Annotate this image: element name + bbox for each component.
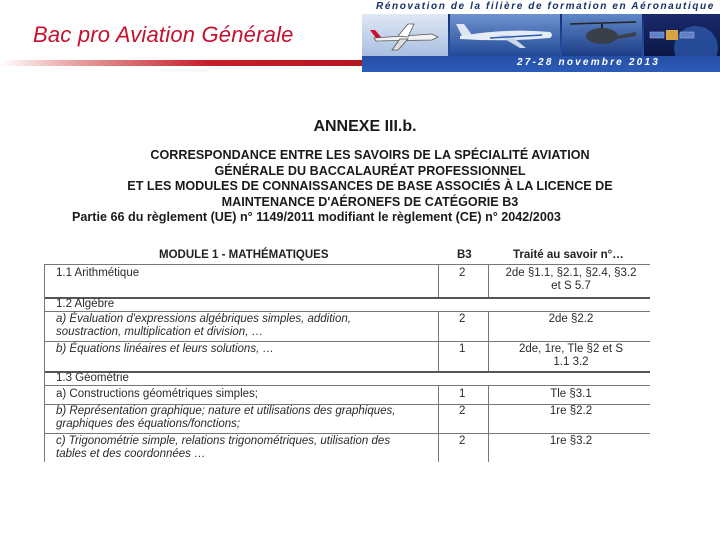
table-row-ref: 1re §2.2 — [549, 405, 593, 417]
table-row-level: 2 — [459, 435, 466, 447]
table-rule — [44, 433, 650, 434]
table-row-ref: 2de §1.1, §2.1, §2.4, §3.2 — [505, 267, 637, 279]
header — [0, 0, 720, 72]
table-row-ref: 1re §3.2 — [549, 435, 593, 447]
light-aircraft-image — [362, 14, 448, 56]
table-row-name: 1.1 Arithmétique — [56, 267, 140, 279]
banner-text: Rénovation de la filière de formation en Aéronautique — [376, 1, 715, 12]
airliner-image — [450, 14, 560, 56]
table-row-ref: et S 5.7 — [551, 280, 591, 292]
table-row-ref: Tle §3.1 — [550, 388, 592, 400]
column-header-savoir: Traité au savoir n°… — [513, 249, 624, 261]
table-rule — [44, 264, 650, 265]
title-underline-bar — [0, 60, 380, 66]
annex-title: ANNEXE III.b. — [313, 118, 417, 135]
table-row-level: 2 — [459, 267, 466, 279]
table-rule — [438, 311, 439, 371]
table-rule — [44, 385, 650, 386]
header-banner — [362, 0, 720, 72]
table-row-name: 1.2 Algèbre — [56, 298, 115, 310]
table-row-name: soustraction, multiplication et division, … — [56, 326, 264, 338]
column-header-b3: B3 — [457, 249, 472, 261]
heading-line: CORRESPONDANCE ENTRE LES SAVOIRS DE LA SPÉCIALITÉ AVIATION — [150, 148, 590, 162]
heading-line: ET LES MODULES DE CONNAISSANCES DE BASE ASSOCIÉS À LA LICENCE DE — [127, 179, 613, 193]
column-header-module: MODULE 1 - MATHÉMATIQUES — [159, 249, 329, 261]
heading-line: MAINTENANCE D'AÉRONEFS DE CATÉGORIE B3 — [221, 194, 519, 209]
table-row-name: 1.3 Géométrie — [56, 372, 129, 384]
table-row-name: c) Trigonométrie simple, relations trigonométriques, utilisation des — [56, 435, 391, 447]
table-rule — [44, 297, 650, 299]
table-row-ref: 2de, 1re, Tle §2 et S — [519, 343, 623, 355]
table-row-level: 1 — [459, 343, 466, 355]
table-rule — [44, 264, 45, 462]
table-row-name: a) Constructions géométriques simples; — [56, 388, 258, 400]
table-row-name: a) Évaluation d'expressions algébriques simples, addition, — [56, 313, 351, 325]
table-rule — [438, 264, 439, 297]
table-row-ref: 1.1 3.2 — [553, 356, 589, 368]
satellite-image — [644, 14, 720, 56]
table-row-name: b) Représentation graphique; nature et utilisations des graphiques, — [56, 405, 396, 417]
table-row-level: 2 — [459, 405, 466, 417]
table-rule — [44, 371, 650, 373]
heading-line: GÉNÉRALE DU BACCALAURÉAT PROFESSIONNEL — [214, 163, 526, 178]
heading-line: Partie 66 du règlement (UE) n° 1149/2011 modifiant le règlement (CE) n° 2042/2003 — [72, 210, 561, 224]
helicopter-image — [562, 14, 642, 56]
document-heading — [60, 148, 680, 226]
table-rule — [44, 311, 650, 312]
table-row-name: graphiques des équations/fonctions; — [56, 418, 241, 430]
table-row-level: 1 — [459, 388, 466, 400]
table-rule — [438, 385, 439, 462]
table-row-level: 2 — [459, 313, 466, 325]
table-row-ref: 2de §2.2 — [548, 313, 594, 325]
banner-date: 27-28 novembre 2013 — [517, 57, 660, 68]
table-row-name: tables et des coordonnées … — [56, 448, 206, 460]
table-row-name: b) Équations linéaires et leurs solutions, … — [56, 343, 274, 355]
table-header — [59, 247, 653, 263]
page-title: Bac pro Aviation Générale — [33, 22, 294, 47]
document-body — [0, 72, 720, 540]
table-rule — [44, 341, 650, 342]
